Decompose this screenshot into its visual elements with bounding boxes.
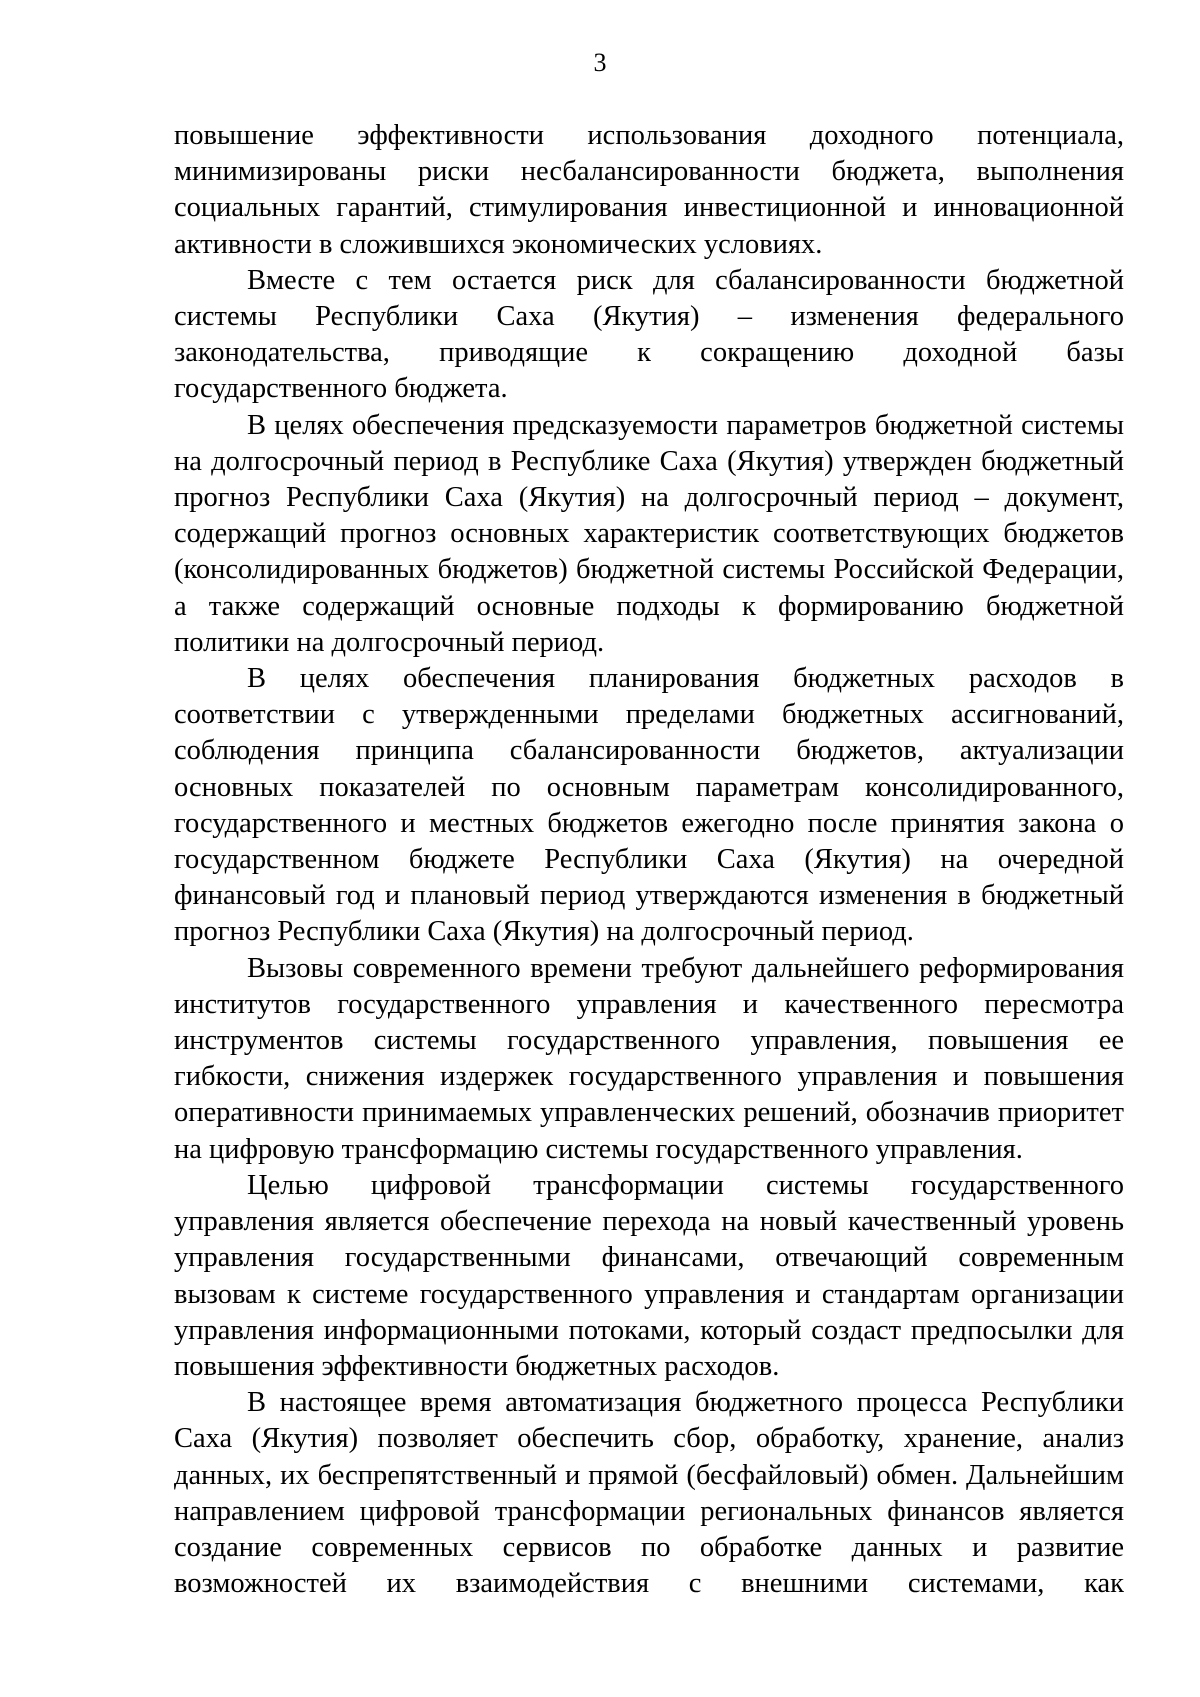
paragraph-1: повышение эффективности использования доходного потенциала, минимизированы риски несбалансированности бюджета, выполнения социальных гарантий, стимулирования инвестиционной и инновационной активности в сложившихся экономических условиях. bbox=[174, 120, 1124, 260]
paragraph-5: Вызовы современного времени требуют дальнейшего реформирования институтов государственного управления и качественного пересмотра инструментов системы государственного управления, повышения ее гибкости, снижения издержек государственного управления и повышения оперативности принимаемых управленческих решений, обозначив приоритет на цифровую трансформацию системы государственного управления. bbox=[174, 952, 1124, 1165]
paragraph-7: В настоящее время автоматизация бюджетного процесса Республики Саха (Якутия) позволяет обеспечить сбор, обработку, хранение, анализ данных, их беспрепятственный и прямой (бесфайловый) обмен. Дальнейшим направлением цифровой трансформации региональных финансов является создание современных сервисов по обработке данных и развитие возможностей их взаимодействия с внешними системами, как bbox=[174, 1387, 1124, 1600]
paragraph-3: В целях обеспечения предсказуемости параметров бюджетной системы на долгосрочный период в Республике Саха (Якутия) утвержден бюджетный прогноз Республики Саха (Якутия) на долгосрочный период – документ, содержащий прогноз основных характеристик соответствующих бюджетов (консолидированных бюджетов) бюджетной системы Российской Федерации, а также содержащий основные подходы к формированию бюджетной политики на долгосрочный период. bbox=[174, 409, 1124, 658]
document-body bbox=[174, 118, 1124, 1602]
paragraph-2: Вместе с тем остается риск для сбалансированности бюджетной системы Республики Саха (Якутия) – изменения федерального законодательства, приводящие к сокращению доходной базы государственного бюджета. bbox=[174, 264, 1124, 405]
paragraph-4: В целях обеспечения планирования бюджетных расходов в соответствии с утвержденными пределами бюджетных ассигнований, соблюдения принципа сбалансированности бюджетов, актуализации основных показателей по основным параметрам консолидированного, государственного и местных бюджетов ежегодно после принятия закона о государственном бюджете Республики Саха (Якутия) на очередной финансовый год и плановый период утверждаются изменения в бюджетный прогноз Республики Саха (Якутия) на долгосрочный период. bbox=[174, 663, 1124, 948]
page-number: 3 bbox=[593, 48, 607, 77]
paragraph-6: Целью цифровой трансформации системы государственного управления является обеспечение перехода на новый качественный уровень управления государственными финансами, отвечающий современным вызовам к системе государственного управления и стандартам организации управления информационными потоками, который создаст предпосылки для повышения эффективности бюджетных расходов. bbox=[174, 1169, 1124, 1382]
